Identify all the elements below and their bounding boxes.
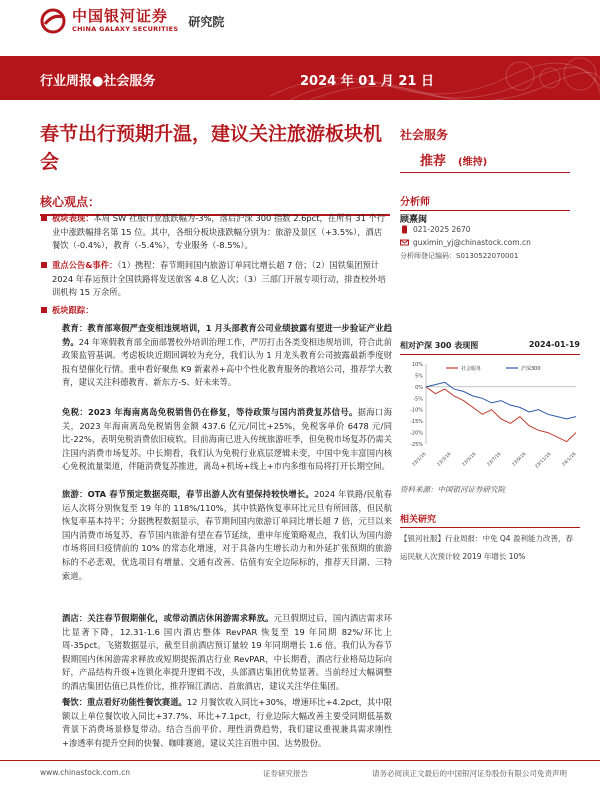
reg-number: S0130522070001	[456, 252, 519, 260]
para-lead: 餐饮：重点看好功能性餐饮赛道。	[62, 697, 187, 707]
phone-icon	[400, 225, 409, 234]
bullet-square-icon	[41, 262, 47, 268]
para-tourism	[62, 488, 392, 583]
relative-performance-chart	[400, 358, 580, 468]
analyst-registration	[400, 251, 570, 261]
footer-label: 证券研究报告	[263, 769, 308, 778]
rating-sub: (维持)	[458, 157, 488, 168]
x-tick-label: 23/1/16	[411, 451, 428, 468]
y-tick-label: -10%	[410, 407, 423, 414]
galaxy-logo-icon	[40, 8, 66, 34]
sector-label: 社会服务	[400, 128, 449, 142]
y-tick-label: 5%	[415, 373, 423, 380]
chart-date: 2024-01-19	[528, 340, 580, 349]
chart-header	[400, 340, 580, 355]
footer-divider	[0, 760, 600, 761]
analyst-heading: 分析师	[400, 193, 570, 211]
rating-label: 推荐	[420, 154, 447, 169]
core-view-heading: 核心观点：	[40, 193, 390, 216]
para-lead: 旅游：OTA 春节预定数据亮眼，春节出游人次有望保持较快增长。	[62, 489, 314, 499]
series-line-0	[426, 387, 576, 442]
x-tick-label: 23/11/16	[534, 451, 553, 468]
bullet-square-icon	[41, 215, 47, 221]
para-text: 12 月餐饮收入同比+30%，增速环比+4.2pct，其中限额以上单位餐饮收入同比+37.7%、环比+7.1pct，行业边际大幅改善主要受同期低基数背景下消费场景修复带动。结合当前平价、理性消费趋势，我们建议重视兼具需求刚性+渗透率有提升空间的快餐、咖啡赛道，建议关注百胜中国、达势股份。	[62, 697, 392, 748]
x-tick-label: 24/1/16	[561, 451, 578, 468]
report-type: 行业周报●社会服务	[40, 74, 156, 89]
para-lead: 酒店：关注春节假期催化，或带动酒店休闲游需求释放。	[62, 613, 274, 623]
y-tick-label: -15%	[410, 419, 423, 426]
series-line-1	[426, 382, 576, 419]
bullet-lead: 板块表现：	[52, 213, 94, 223]
logo-name-cn: 中国银河证券	[72, 7, 169, 26]
x-tick-label: 23/3/16	[436, 451, 453, 468]
related-heading: 相关研究	[400, 512, 580, 528]
para-hotel	[62, 612, 392, 694]
report-date: 2024 年 01 月 21 日	[300, 74, 434, 89]
bullet-text: （1）携程：春节期间国内旅游订单同比增长超 7 倍；（2）国铁集团预计 2024 年春运预计全国铁路将发送旅客 4.8 亿人次；（3）三部门开展专项行动，排查校外培训机构 15 万余所。	[52, 260, 386, 298]
footer-disclaimer: 请务必阅读正文最后的中国银河证券股份有限公司免责声明	[372, 769, 567, 778]
divider	[400, 172, 570, 173]
para-catering	[62, 696, 392, 750]
para-lead: 免税：2023 年海南离岛免税销售仍在修复，等待政策与国内消费复苏信号。	[62, 407, 358, 417]
logo	[40, 6, 224, 36]
para-text: 24 年寒假教育部全面部署校外培训治理工作，严厉打击各类变相违规培训，符合此前政策监管基调。考虑板块近期回调较为充分，我们认为 1 月龙头教育公司披露最新季度财报有望催化行情。重申看好聚焦 K9 新素养+高中个性化教育服务的教培公司，推荐学大教育，建议关注科德教育、新东方-S、好未来等。	[62, 336, 392, 388]
chart-title: 相对沪深 300 表现图	[400, 341, 479, 350]
logo-name-en: CHINA GALAXY SECURITIES	[72, 25, 179, 34]
para-lead: 教育：教育部寒假严查变相违规培训，1 月头部教育公司业绩披露有望进一步验证产业趋势。	[62, 323, 392, 347]
para-education	[62, 322, 392, 390]
mail-icon	[400, 238, 409, 247]
header-banner	[0, 56, 600, 100]
footer-website[interactable]: www.chinastock.com.cn	[40, 768, 130, 777]
analyst-email[interactable]	[400, 238, 570, 247]
analyst-name: 顾熹闽	[400, 215, 428, 225]
para-dutyfree	[62, 406, 392, 474]
x-tick-label: 23/5/16	[461, 451, 478, 468]
rating	[420, 150, 590, 169]
email-address[interactable]: guximin_yj@chinastock.com.cn	[413, 238, 531, 247]
bullet-tracking	[52, 304, 390, 318]
y-tick-label: -25%	[410, 442, 423, 448]
y-tick-label: -5%	[413, 396, 423, 403]
phone-number: 021-2025 2670	[413, 225, 471, 234]
para-text: 据海口海关，2023 年海南离岛免税销售金额 437.6 亿元/同比+25%，免税客单价 6478 元/同比-22%，表明免税消费依旧疲软。目前海南已进入传统旅游旺季，但免税市场复苏仍需关注国内消费市场复苏。中长期看，我们认为免税行业底层逻辑未变，中国中免丰富国内核心免税流量渠道，伴随消费复苏推进，离岛+机场+线上+市内多维布局将打开长期空间。	[62, 407, 392, 472]
reg-label: 分析师登记编码：	[400, 252, 456, 260]
bullet-lead: 重点公告&事件：	[52, 260, 118, 270]
para-text: 2024 年铁路/民航春运人次将分别恢复至 19 年的 118%/110%，其中铁路恢复率环比元旦有所回落，但民航恢复率基本持平；分据携程数据显示，春节期间国内旅游订单同比增长超 7 倍，元旦以来国内消费市场复苏，春节国内旅游有望在春节延续，重申年度策略观点，我们认为国内游市场将回归疫情前的 10% 的常态化增速，对于具备内生增长动力和外延扩张预期的旅游标的不必悲观，优选项目有增量、交通有改善、估值有安全边际标的，推荐天目湖、三特索道。	[62, 489, 392, 581]
bullet-performance	[52, 212, 390, 253]
y-tick-label: 0%	[415, 384, 423, 391]
bullet-square-icon	[41, 307, 47, 313]
bullet-lead: 板块跟踪：	[52, 305, 94, 315]
bullet-events	[52, 259, 390, 300]
y-tick-label: -20%	[410, 430, 423, 437]
y-tick-label: 10%	[411, 362, 423, 368]
related-report-link[interactable]: 【银河社服】行业周报：中免 Q4 盈利能力改善，春运民航人次预计较 2019 年增长 10%	[400, 534, 573, 561]
legend-label: 社会服务	[461, 366, 482, 372]
institute-label: 研究院	[188, 14, 225, 29]
analyst-phone	[400, 225, 570, 234]
x-tick-label: 23/7/16	[486, 451, 503, 468]
chart-source: 资料来源：中国银河证券研究院	[400, 485, 505, 494]
chart-svg	[400, 358, 580, 468]
page-title: 春节出行预期升温，建议关注旅游板块机会	[40, 123, 383, 173]
legend-label: 沪深300	[521, 366, 541, 372]
para-text: 元旦假期过后，国内酒店需求环比显著下降，12.31-1.6 国内酒店整体 RevPAR 恢复至 19 年同期 82%/环比上周-35pct。飞猪数据显示，截至目前酒店预订量较 19 年同期增长 1.6 倍。我们认为春节假期国内休闲游需求释放或短期提振酒店行业 RevPAR，中长期看，酒店行业格局边际向好，产品结构升级+连锁化率提升逻辑不改，头部酒店集团优势显著。当前经过大幅调整的酒店集团估值已具性价比，推荐锦江酒店、首旅酒店，建议关注华住集团。	[62, 613, 392, 691]
bullet-text: 本周 SW 社服行业涨跌幅为-3%，落后沪深 300 指数 2.6pct，在所有 31 个行业中涨跌幅排名第 15 位。其中，各细分板块涨跌幅分别为：旅游及景区（+3.5%），酒店餐饮（-0.4%），教育（-5.4%），专业服务（-8.5%）。	[52, 213, 386, 251]
x-tick-label: 23/9/16	[511, 451, 528, 468]
